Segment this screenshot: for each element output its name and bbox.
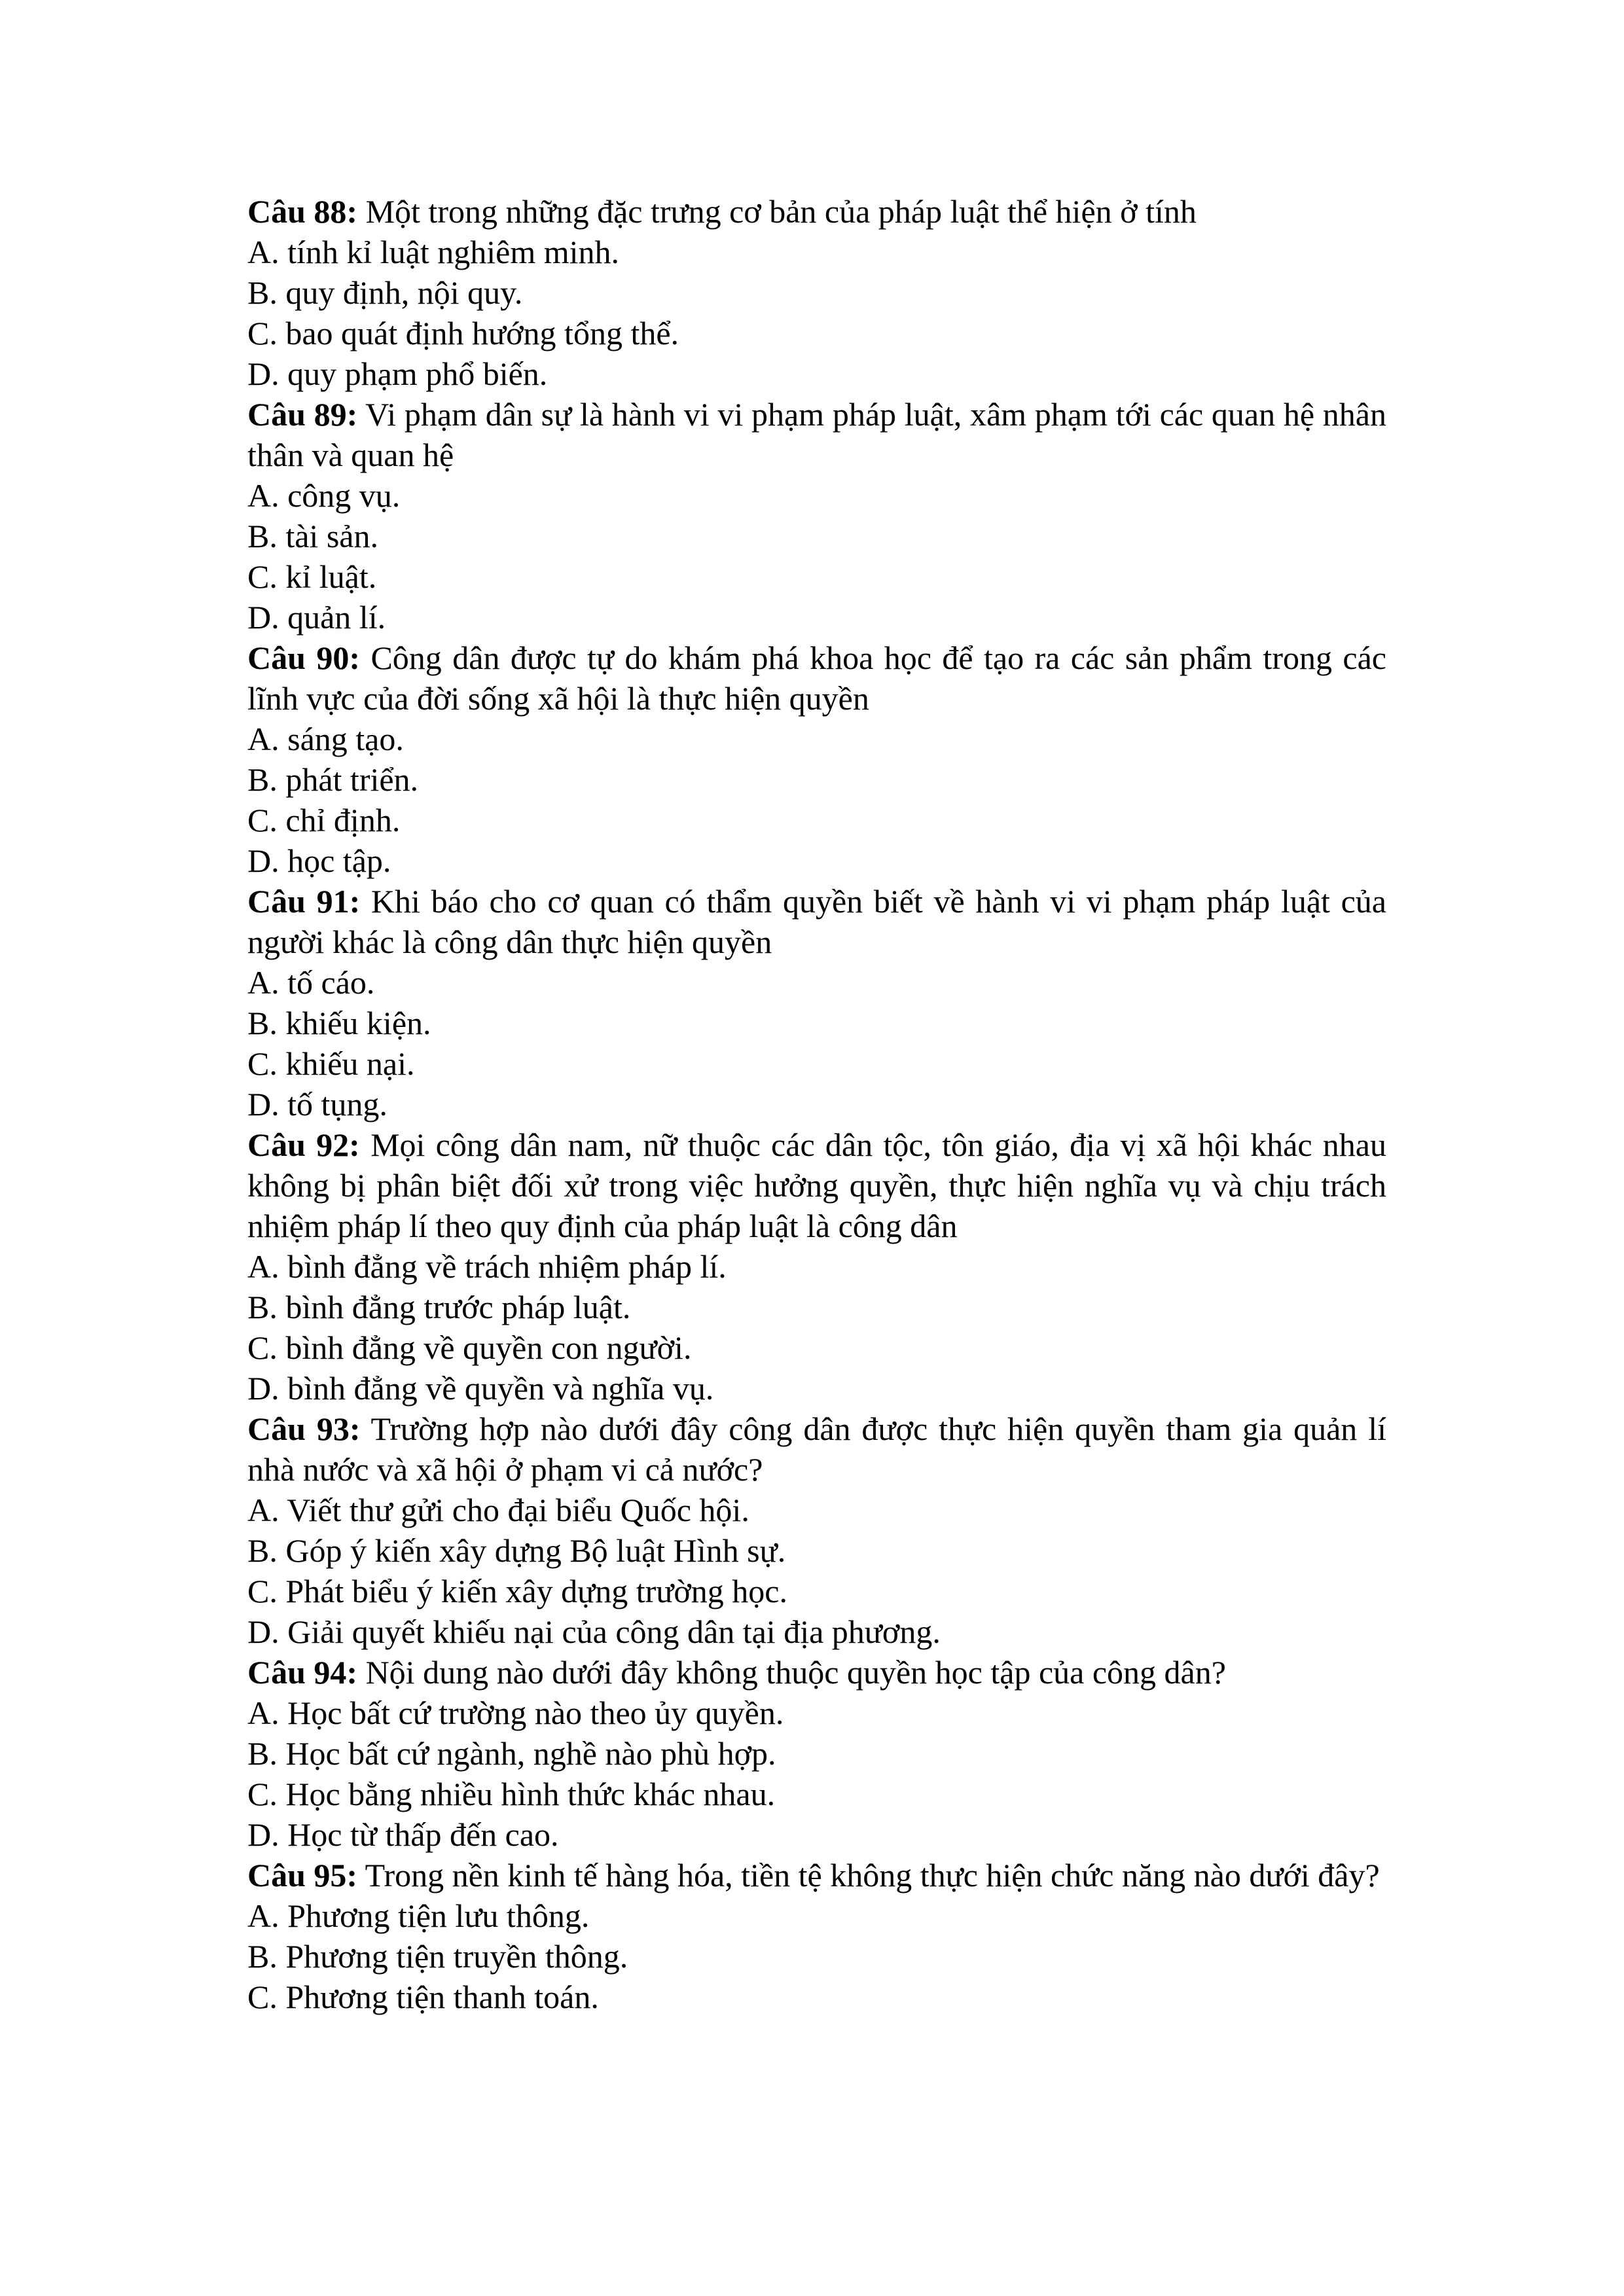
question-92 bbox=[247, 1124, 1386, 1408]
option-c: C. bao quát định hướng tổng thể. bbox=[247, 315, 679, 351]
document-page bbox=[247, 191, 1386, 2017]
question-number: Câu 90: bbox=[247, 639, 361, 676]
option-b: B. Học bất cứ ngành, nghề nào phù hợp. bbox=[247, 1735, 776, 1772]
option-c: C. Phương tiện thanh toán. bbox=[247, 1979, 599, 2015]
option-c: C. chỉ định. bbox=[247, 802, 401, 838]
question-text: Một trong những đặc trưng cơ bản của pháp luật thể hiện ở tính bbox=[357, 193, 1197, 230]
option-c: C. bình đẳng về quyền con người. bbox=[247, 1329, 692, 1366]
option-a: A. Phương tiện lưu thông. bbox=[247, 1897, 590, 1934]
option-b: B. Góp ý kiến xây dựng Bộ luật Hình sự. bbox=[247, 1532, 786, 1569]
question-text: Vi phạm dân sự là hành vi vi phạm pháp luật, xâm phạm tới các quan hệ nhân thân và quan hệ bbox=[247, 396, 1386, 473]
question-94 bbox=[247, 1652, 1386, 1855]
option-b: B. Phương tiện truyền thông. bbox=[247, 1938, 628, 1975]
question-number: Câu 93: bbox=[247, 1410, 361, 1447]
question-89 bbox=[247, 394, 1386, 637]
question-90 bbox=[247, 637, 1386, 881]
question-stem bbox=[247, 191, 1386, 232]
option-b: B. khiếu kiện. bbox=[247, 1005, 431, 1041]
option-a: A. Viết thư gửi cho đại biểu Quốc hội. bbox=[247, 1492, 749, 1528]
option-a: A. bình đẳng về trách nhiệm pháp lí. bbox=[247, 1248, 727, 1285]
option-c: C. Phát biểu ý kiến xây dựng trường học. bbox=[247, 1573, 787, 1609]
question-text: Khi báo cho cơ quan có thẩm quyền biết về hành vi vi phạm pháp luật của người khác là công dân thực hiện quyền bbox=[247, 883, 1386, 960]
option-d: D. bình đẳng về quyền và nghĩa vụ. bbox=[247, 1370, 714, 1407]
question-number: Câu 94: bbox=[247, 1654, 358, 1691]
question-stem bbox=[247, 1652, 1386, 1693]
question-stem bbox=[247, 1408, 1386, 1490]
question-text: Trường hợp nào dưới đây công dân được thực hiện quyền tham gia quản lí nhà nước và xã hội ở phạm vi cả nước? bbox=[247, 1410, 1386, 1488]
option-a: A. Học bất cứ trường nào theo ủy quyền. bbox=[247, 1695, 784, 1731]
option-a: A. công vụ. bbox=[247, 477, 401, 514]
option-c: C. kỉ luật. bbox=[247, 558, 377, 595]
question-number: Câu 95: bbox=[247, 1857, 358, 1893]
question-number: Câu 92: bbox=[247, 1126, 360, 1163]
option-b: B. phát triển. bbox=[247, 761, 419, 798]
question-88 bbox=[247, 191, 1386, 394]
option-d: D. Học từ thấp đến cao. bbox=[247, 1816, 559, 1853]
option-a: A. tính kỉ luật nghiêm minh. bbox=[247, 234, 620, 270]
question-stem bbox=[247, 1855, 1386, 1895]
question-text: Công dân được tự do khám phá khoa học để tạo ra các sản phẩm trong các lĩnh vực của đời sống xã hội là thực hiện quyền bbox=[247, 639, 1386, 717]
question-number: Câu 88: bbox=[247, 193, 358, 230]
option-d: D. Giải quyết khiếu nại của công dân tại địa phương. bbox=[247, 1613, 941, 1650]
option-c: C. Học bằng nhiều hình thức khác nhau. bbox=[247, 1776, 776, 1812]
question-text: Nội dung nào dưới đây không thuộc quyền học tập của công dân? bbox=[357, 1654, 1226, 1691]
question-stem bbox=[247, 881, 1386, 962]
option-b: B. bình đẳng trước pháp luật. bbox=[247, 1289, 631, 1325]
option-d: D. quy phạm phổ biến. bbox=[247, 355, 548, 392]
option-b: B. quy định, nội quy. bbox=[247, 274, 523, 311]
option-d: D. học tập. bbox=[247, 842, 391, 879]
question-93 bbox=[247, 1408, 1386, 1652]
question-stem bbox=[247, 637, 1386, 719]
question-95 bbox=[247, 1855, 1386, 2017]
question-text: Trong nền kinh tế hàng hóa, tiền tệ không thực hiện chức năng nào dưới đây? bbox=[357, 1857, 1380, 1893]
question-stem bbox=[247, 394, 1386, 475]
question-number: Câu 91: bbox=[247, 883, 361, 920]
question-91 bbox=[247, 881, 1386, 1124]
option-d: D. quản lí. bbox=[247, 599, 386, 636]
question-text: Mọi công dân nam, nữ thuộc các dân tộc, tôn giáo, địa vị xã hội khác nhau không bị phân biệt đối xử trong việc hưởng quyền, thực hiện nghĩa vụ và chịu trách nhiệm pháp lí theo quy định của pháp luật là công dân bbox=[247, 1126, 1387, 1244]
option-a: A. tố cáo. bbox=[247, 964, 375, 1001]
question-number: Câu 89: bbox=[247, 396, 358, 433]
question-stem bbox=[247, 1124, 1386, 1246]
option-b: B. tài sản. bbox=[247, 518, 378, 554]
option-d: D. tố tụng. bbox=[247, 1086, 388, 1122]
option-c: C. khiếu nại. bbox=[247, 1045, 415, 1082]
option-a: A. sáng tạo. bbox=[247, 721, 404, 757]
